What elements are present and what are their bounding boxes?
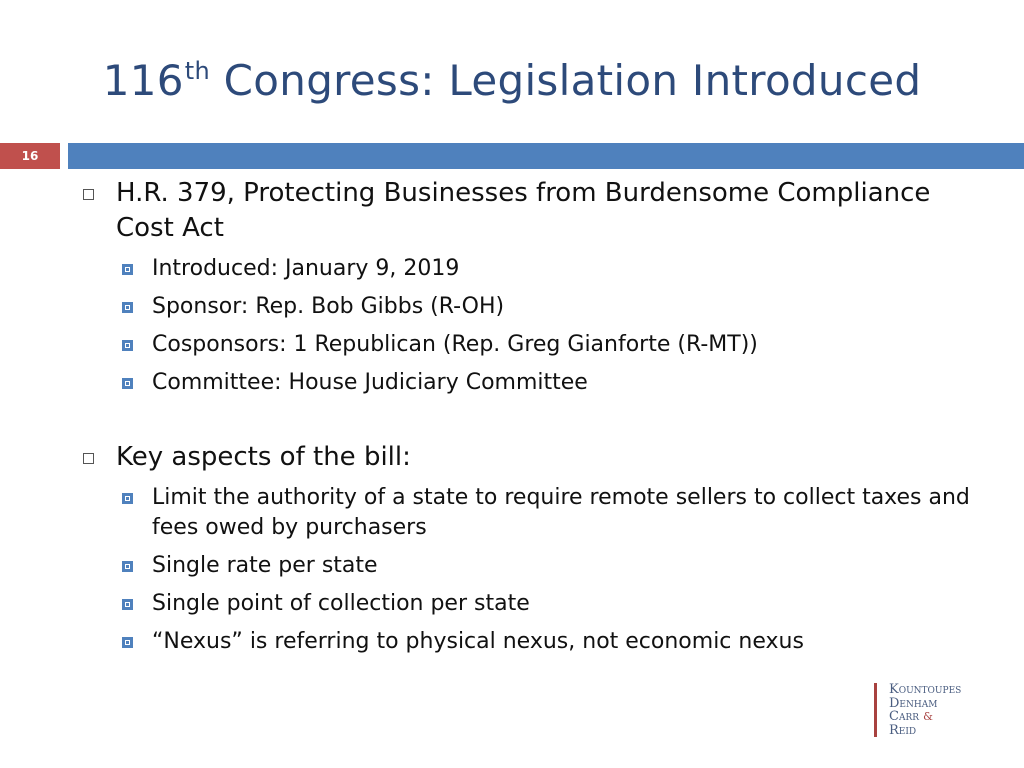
bill-detail-sponsor: Sponsor: Rep. Bob Gibbs (R-OH): [118, 292, 982, 322]
key-aspects-heading: Key aspects of the bill:: [82, 440, 982, 475]
slide-number: 16: [0, 143, 60, 169]
bill-detail-cosponsors: Cosponsors: 1 Republican (Rep. Greg Gianforte (R-MT)): [118, 330, 982, 360]
logo-line-4: Reid: [889, 722, 917, 738]
title-prefix: 116: [102, 56, 184, 105]
logo-ampersand: &: [923, 710, 933, 723]
aspect-single-rate: Single rate per state: [118, 551, 982, 581]
firm-logo: [874, 683, 961, 737]
logo-carr: Carr: [889, 709, 919, 724]
bill-detail-introduced: Introduced: January 9, 2019: [118, 254, 982, 284]
aspect-single-point: Single point of collection per state: [118, 589, 982, 619]
header-bar: [68, 143, 1024, 169]
bill-detail-committee: Committee: House Judiciary Committee: [118, 368, 982, 398]
title-rest: Congress: Legislation Introduced: [210, 56, 922, 105]
title-superscript: th: [184, 57, 210, 85]
aspect-nexus: “Nexus” is referring to physical nexus, not economic nexus: [118, 627, 982, 657]
aspect-limit-authority: Limit the authority of a state to require remote sellers to collect taxes and fees owed by purchasers: [118, 483, 982, 543]
slide-content: [82, 176, 982, 657]
bill-heading: H.R. 379, Protecting Businesses from Burdensome Compliance Cost Act: [82, 176, 982, 246]
logo-line-3: [889, 710, 961, 724]
logo-line-2: Denham: [889, 695, 938, 711]
slide-title: [0, 56, 1024, 105]
logo-line-1: Kountoupes: [889, 682, 962, 697]
section-gap: [82, 398, 982, 440]
